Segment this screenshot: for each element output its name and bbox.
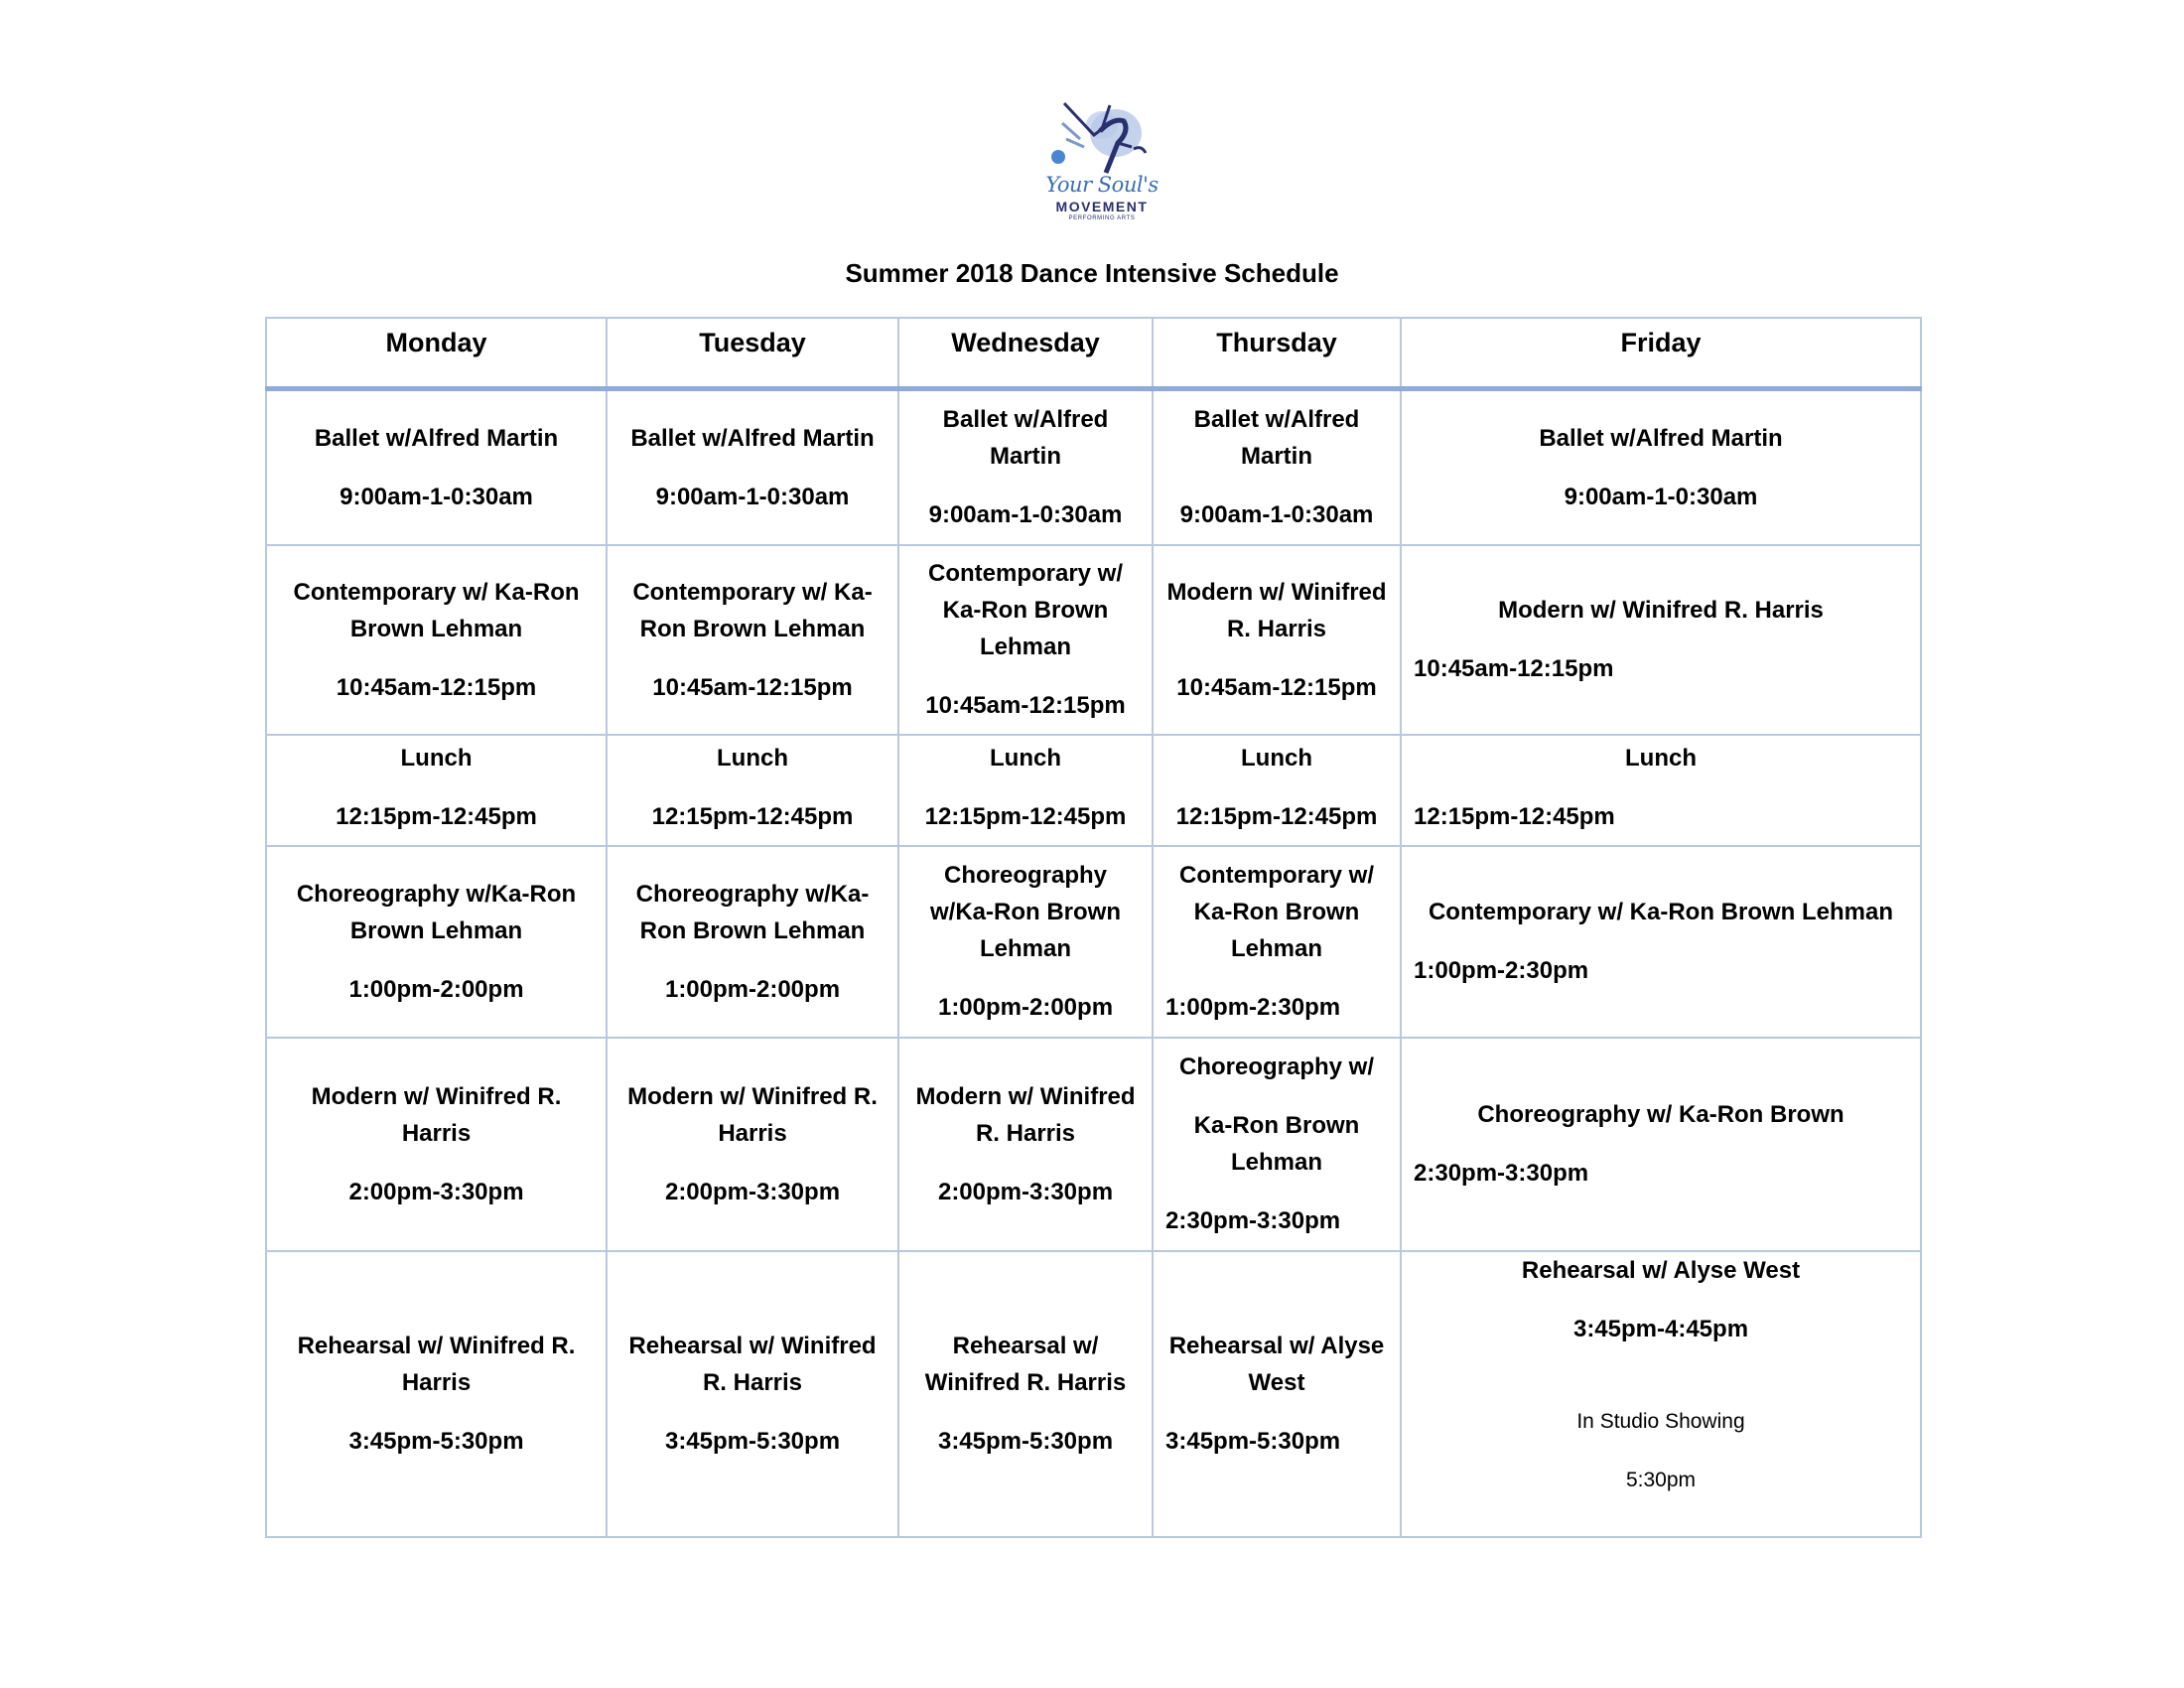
logo-subtitle-text: PERFORMING ARTS xyxy=(1068,215,1136,221)
class-time: 10:45am-12:15pm xyxy=(1176,673,1377,701)
schedule-cell xyxy=(898,846,1153,1038)
schedule-cell xyxy=(1153,389,1401,545)
table-row xyxy=(266,1251,1921,1537)
schedule-cell xyxy=(607,1038,898,1251)
schedule-cell xyxy=(266,389,607,545)
schedule-cell xyxy=(898,545,1153,735)
schedule-cell xyxy=(607,1251,898,1537)
lunch-time: 12:15pm-12:45pm xyxy=(924,802,1127,830)
class-name-cont: Ka-Ron Brown Lehman xyxy=(1193,1112,1360,1176)
class-name: Modern w/ Winifred R. Harris xyxy=(1498,597,1824,624)
day-header-thursday: Thursday xyxy=(1153,318,1401,389)
lunch-label: Lunch xyxy=(1241,744,1312,772)
class-time: 3:45pm-5:30pm xyxy=(1165,1428,1341,1455)
class-name: Rehearsal w/ Alyse West xyxy=(1168,1333,1385,1396)
class-name: Contemporary w/ Ka-Ron Brown Lehman xyxy=(1178,862,1375,962)
schedule-cell xyxy=(607,545,898,735)
class-time: 2:30pm-3:30pm xyxy=(1414,1160,1589,1187)
class-name: Modern w/ Winifred R. Harris xyxy=(311,1082,562,1147)
schedule-cell xyxy=(898,1251,1153,1537)
schedule-cell xyxy=(1401,1038,1921,1251)
schedule-cell xyxy=(898,1038,1153,1251)
class-name: Contemporary w/ Ka-Ron Brown Lehman xyxy=(293,578,580,642)
class-name: Rehearsal w/ Winifred R. Harris xyxy=(924,1333,1127,1396)
class-time: 9:00am-1-0:30am xyxy=(655,483,850,510)
class-name: Choreography w/Ka-Ron Brown Lehman xyxy=(930,862,1121,962)
class-time: 10:45am-12:15pm xyxy=(1414,655,1614,682)
class-time: 9:00am-1-0:30am xyxy=(1179,501,1374,529)
schedule-cell xyxy=(607,389,898,545)
schedule-table xyxy=(265,317,1922,1538)
table-row xyxy=(266,545,1921,735)
table-row xyxy=(266,1038,1921,1251)
class-name: Modern w/ Winifred R. Harris xyxy=(915,1082,1136,1147)
table-row xyxy=(266,389,1921,545)
class-time: 1:00pm-2:00pm xyxy=(664,975,841,1003)
class-name: Rehearsal w/ Winifred R. Harris xyxy=(628,1333,877,1396)
table-row xyxy=(266,846,1921,1038)
schedule-cell xyxy=(266,846,607,1038)
class-time: 10:45am-12:15pm xyxy=(925,692,1126,719)
class-time: 2:00pm-3:30pm xyxy=(348,1178,524,1205)
class-name: Choreography w/ Ka-Ron Brown xyxy=(1477,1101,1844,1128)
logo-script-text: Your Soul's xyxy=(1045,173,1159,197)
showing-time: 5:30pm xyxy=(1625,1468,1697,1491)
class-time: 2:00pm-3:30pm xyxy=(664,1178,841,1205)
day-header-friday: Friday xyxy=(1401,318,1921,389)
day-header-monday: Monday xyxy=(266,318,607,389)
lunch-cell xyxy=(266,735,607,846)
lunch-cell xyxy=(898,735,1153,846)
class-time: 10:45am-12:15pm xyxy=(336,673,537,701)
lunch-label: Lunch xyxy=(1625,744,1697,772)
schedule-cell xyxy=(266,1251,607,1537)
lunch-label: Lunch xyxy=(990,744,1061,772)
schedule-cell xyxy=(1401,545,1921,735)
lunch-cell xyxy=(1401,735,1921,846)
table-row xyxy=(266,735,1921,846)
day-header-wednesday: Wednesday xyxy=(898,318,1153,389)
schedule-cell xyxy=(1153,545,1401,735)
day-header-tuesday: Tuesday xyxy=(607,318,898,389)
class-time: 3:45pm-5:30pm xyxy=(937,1428,1114,1455)
class-time: 9:00am-1-0:30am xyxy=(1564,483,1758,510)
class-time: 2:00pm-3:30pm xyxy=(937,1178,1114,1205)
lunch-time: 12:15pm-12:45pm xyxy=(651,802,854,830)
class-name: Rehearsal w/ Alyse West xyxy=(1521,1256,1801,1284)
class-name: Contemporary w/ Ka-Ron Brown Lehman xyxy=(927,560,1124,660)
lunch-cell xyxy=(1153,735,1401,846)
schedule-cell xyxy=(1401,389,1921,545)
lunch-cell xyxy=(607,735,898,846)
lunch-label: Lunch xyxy=(717,744,788,772)
schedule-cell xyxy=(1401,846,1921,1038)
page-title: Summer 2018 Dance Intensive Schedule xyxy=(845,258,1339,288)
class-name: Contemporary w/ Ka-Ron Brown Lehman xyxy=(1428,899,1894,925)
class-time: 1:00pm-2:30pm xyxy=(1165,994,1341,1021)
class-name: Contemporary w/ Ka-Ron Brown Lehman xyxy=(632,578,873,642)
logo-movement-text: MOVEMENT xyxy=(1055,199,1149,214)
class-time: 9:00am-1-0:30am xyxy=(340,483,533,510)
class-name: Rehearsal w/ Winifred R. Harris xyxy=(297,1333,576,1396)
class-time: 9:00am-1-0:30am xyxy=(928,501,1123,529)
class-name: Modern w/ Winifred R. Harris xyxy=(627,1082,878,1147)
class-time: 1:00pm-2:00pm xyxy=(937,994,1114,1021)
class-time: 1:00pm-2:00pm xyxy=(348,975,524,1003)
class-name: Choreography w/ xyxy=(1178,1054,1375,1080)
schedule-cell xyxy=(1401,1251,1921,1537)
header-row xyxy=(266,318,1921,389)
class-time: 2:30pm-3:30pm xyxy=(1165,1207,1341,1234)
showing-label: In Studio Showing xyxy=(1576,1409,1745,1433)
lunch-label: Lunch xyxy=(400,744,473,772)
schedule-cell xyxy=(1153,1038,1401,1251)
class-time: 10:45am-12:15pm xyxy=(652,673,853,701)
class-time: 3:45pm-4:45pm xyxy=(1572,1315,1749,1342)
schedule-cell xyxy=(1153,846,1401,1038)
schedule-cell xyxy=(1153,1251,1401,1537)
logo xyxy=(1044,95,1160,230)
class-time: 1:00pm-2:30pm xyxy=(1414,957,1589,984)
lunch-time: 12:15pm-12:45pm xyxy=(336,802,537,830)
schedule-cell xyxy=(266,545,607,735)
class-time: 3:45pm-5:30pm xyxy=(664,1428,841,1455)
class-name: Ballet w/Alfred Martin xyxy=(1539,424,1783,452)
dancer-logo-icon xyxy=(1044,95,1160,175)
schedule-cell xyxy=(266,1038,607,1251)
class-name: Modern w/ Winifred R. Harris xyxy=(1166,578,1387,642)
class-name: Ballet w/Alfred Martin xyxy=(630,424,875,452)
lunch-time: 12:15pm-12:45pm xyxy=(1175,802,1378,830)
class-name: Choreography w/Ka-Ron Brown Lehman xyxy=(635,880,870,944)
class-name: Ballet w/Alfred Martin xyxy=(314,424,559,452)
class-name: Ballet w/Alfred Martin xyxy=(1193,406,1360,471)
schedule-cell xyxy=(898,389,1153,545)
schedule-cell xyxy=(607,846,898,1038)
class-time: 3:45pm-5:30pm xyxy=(348,1428,524,1455)
class-name: Ballet w/Alfred Martin xyxy=(942,406,1109,471)
lunch-time: 12:15pm-12:45pm xyxy=(1414,802,1615,830)
class-name: Choreography w/Ka-Ron Brown Lehman xyxy=(296,880,577,944)
